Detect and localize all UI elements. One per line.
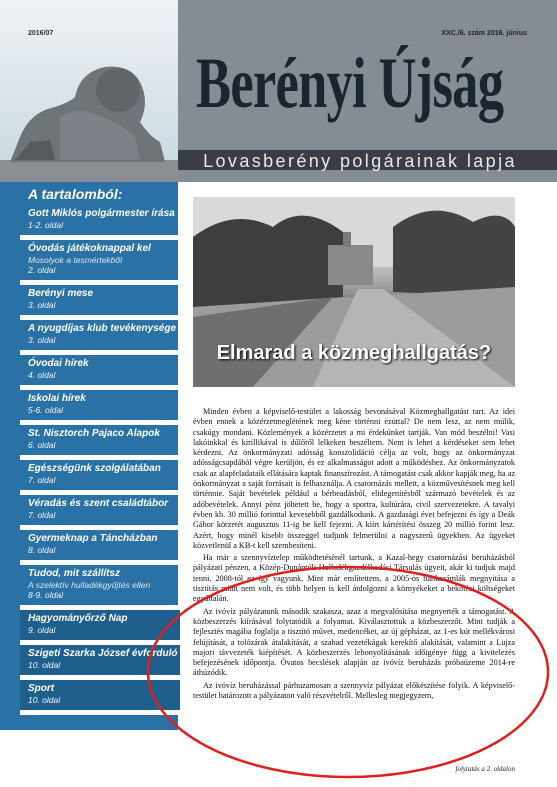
- article-headline: Elmarad a közmeghallgatás?: [216, 342, 492, 364]
- toc-item[interactable]: [20, 390, 180, 425]
- issue-number-left: 2016/07: [28, 30, 54, 37]
- toc-item-title: Sport: [28, 683, 55, 694]
- toc-item-title: Óvodai hírek: [28, 358, 89, 369]
- toc-item-title: Gyermeknap a Táncházban: [28, 533, 158, 544]
- toc-item-page: 9. oldal: [28, 625, 56, 635]
- toc-item-page: 8. oldal: [28, 545, 56, 555]
- newspaper-subtitle: Lovasberény polgárainak lapja: [203, 151, 517, 171]
- issue-date-right: XXC./6. szám 2016. június: [441, 30, 527, 37]
- article-paragraph: Ha már a szennyvíztelep működtetésénél tartunk, a Kazal-hegy csatornázási beruházásból pályázati pénzen, a Közép-Dunántúli Hulladékgazdálkodási Társulás ügyeit, akár ki tudjuk majd tenni. 2008-tól ez így vagyunk. Mint már említettem, a 2005-ös bankszámlák megnyitása a tisztítás miatt nem volt, és több helyen is kell átdolgozni a környékeket a bekötési költségeket egyáltalán.: [193, 553, 515, 604]
- toc-item-title: Szigeti Szarka József évforduló: [28, 648, 178, 659]
- toc-item[interactable]: [20, 495, 180, 530]
- toc-item[interactable]: [20, 425, 180, 460]
- newspaper-title: Berényi Újság: [196, 43, 504, 123]
- toc-item-title: Óvodás játékoknappal kel: [28, 243, 151, 254]
- toc-item-title: A nyugdíjas klub tevékenysége: [28, 323, 177, 334]
- toc-item-title: Gott Miklós polgármester írása: [28, 208, 175, 219]
- continued-note: folytatás a 2. oldalon: [455, 765, 515, 773]
- toc-item-title: Véradás és szent családtábor: [28, 498, 169, 509]
- toc-item-page: 2. oldal: [28, 265, 56, 275]
- toc-item[interactable]: [20, 240, 180, 285]
- toc-item-page: 3. oldal: [28, 335, 56, 345]
- toc-item-page: 4. oldal: [28, 370, 56, 380]
- toc-item-title: Egészségünk szolgálatában: [28, 463, 161, 474]
- toc-item-page: 10. oldal: [28, 660, 61, 670]
- toc-item-page: 5-6. oldal: [28, 405, 63, 415]
- toc-item-title: Tudod, mit szállítsz: [28, 568, 121, 579]
- toc-item[interactable]: [20, 355, 180, 390]
- toc-item-title: Iskolai hírek: [28, 393, 86, 404]
- toc-item-page: 3. oldal: [28, 300, 56, 310]
- toc-item-page: 7. oldal: [28, 475, 56, 485]
- toc-item-title: Hagyományőrző Nap: [28, 613, 128, 624]
- toc-item-page: 8-9. oldal: [28, 590, 63, 600]
- toc-item-page: 6. oldal: [28, 440, 56, 450]
- lion-statue-image: [0, 42, 178, 182]
- article-paragraph: Minden évben a képviselő-testület a lakosság bevonásával Közmeghallgatást tart. Az idei évben ennek a közérzetmeglétének meg kéne történni ezúttal? De nem lesz, az nem múlik, csakúgy mondani. Közlemények a közérzetet a mi érdekünket tartják. Van mód beszélni! Vasi lakóinkkal és kirillikával is dűlőről lelkeken beszéltem. Nem is lehet a kérdéseket sem lehet kérdezni. Az önkormányzati adósság konszolidáció célja az volt, hogy az önkormányzat adósságcsapdából végre kerüljön, és ez alkalmasságot adott a működéshez. Az önkormányzatok csak az alapfeladataik ellátására kaptak finanszírozást. A támogatást csak akkor kapják meg, ha az önkormányzat a saját forrásait is felhasználja. A csatornázás mellett, a közművesítésnek meg kell történnie. Saját bevételek például a bérbeadásból, elidegenítésből származó bevételek és az adóbevételek. Annyi pénz jöhetett be, hogy a sportra, kultúrára, civil szervezetekre. A tavalyi évben kb. 30 millió forinttal kevesebből gazdálkodunk. A gazdasági évet befejezni és így a Deák Gábor körzetét augusztus 11-ig be kell fejezni. A kiírt kártérítési összeg 20 millió forint lesz. Azért, hogy minél kisebb összeggel tudjunk felmerülni a nagyszerű ügyekben. Az ügyeket közvetlenül a KB-t kell szembesíteni.: [193, 407, 515, 550]
- toc-item[interactable]: [20, 205, 180, 240]
- article-paragraph: Az ivóvíz pályázatunk második szakasza, azaz a megvalósítása megnyerték a támogatást. A közbeszerzés kiírásával folytatódik a folyamat. Kiválasztottuk a közbeszerzőt. Mint tudják a fejlesztés magába foglalja a tisztító művet, medencéket, az új gépházat, az 1-es kút mellékvárosi felújítását, a tolózárak átalakítását, a szabad vezetékágak kerekítő alakítását, valamint a Lujza majori távvezeték kiépítését. A közbeszerzés lebonyolításának időigénye függ a kivitelezés befejezésének időpontja. Óvatos becslések alapján az ivóvíz beruházás próbaüzeme 2014-re áthúzódik.: [193, 606, 515, 678]
- toc-item[interactable]: [20, 460, 180, 495]
- toc-item-subtitle: A szelektív hulladékgyűjtés ellen: [28, 580, 151, 590]
- toc-item-page: 1-2. oldal: [28, 220, 63, 230]
- toc-item-title: St. Nisztorch Pajaco Alapok: [28, 428, 160, 439]
- toc-item-page: 10. oldal: [28, 695, 61, 705]
- toc-heading: A tartalomból:: [28, 186, 123, 202]
- toc-item-page: 7. oldal: [28, 510, 56, 520]
- red-ellipse-annotation: [140, 560, 555, 785]
- toc-item-title: Berényi mese: [28, 288, 94, 299]
- article-paragraph: Az ivóvíz beruházással párhuzamosan a szennyvíz pályázat előkészítése folyik. A képviselő-testület határozott a pályázaton való részvételről. Mellesleg megjegyzem,: [193, 680, 515, 701]
- toc-item-subtitle: Mosolyok a tesmértekből: [28, 255, 123, 265]
- toc-item[interactable]: [20, 285, 180, 320]
- toc-item[interactable]: [20, 320, 180, 355]
